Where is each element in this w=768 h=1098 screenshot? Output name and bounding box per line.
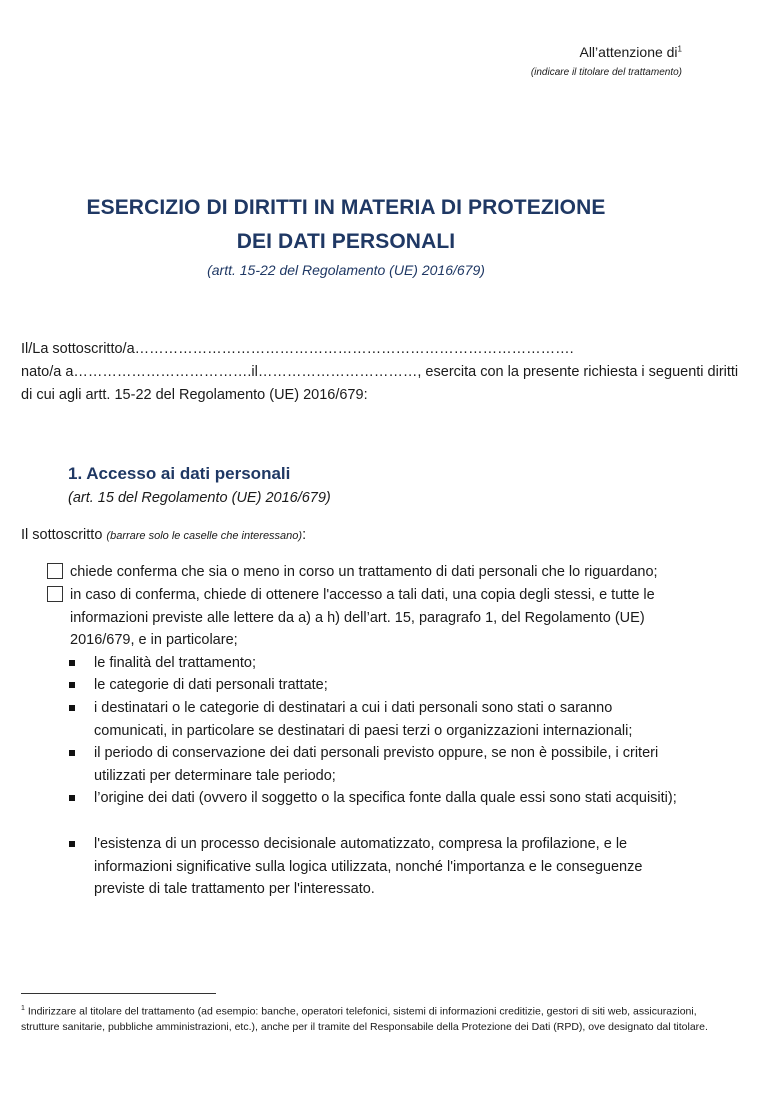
bullet-square-icon <box>69 660 75 666</box>
bullet-square-icon <box>69 682 75 688</box>
checkbox-confirm[interactable] <box>47 563 63 579</box>
check-text-confirm: chiede conferma che sia o meno in corso un trattamento di dati personali che lo riguardano; <box>70 564 658 580</box>
section-subheading: (art. 15 del Regolamento (UE) 2016/679) <box>68 490 331 506</box>
check-text-access: in caso di conferma, chiede di ottenere l'accesso a tali dati, una copia degli stessi, e tutte le informazioni previste alle lettere da a) a h) dell’art. 15, paragrafo 1, del Regolamento (UE) 2016/679, e in particolare; <box>70 587 655 648</box>
attention-line <box>579 44 682 60</box>
document-subtitle: (artt. 15-22 del Regolamento (UE) 2016/679) <box>207 262 485 278</box>
intro-line-3: di cui agli artt. 15-22 del Regolamento (UE) 2016/679: <box>21 387 368 403</box>
footnote-divider <box>21 993 216 994</box>
lead-note: (barrare solo le caselle che interessano) <box>106 530 303 542</box>
footnote-number: 1 <box>21 1005 25 1012</box>
footnote-ref: 1 <box>677 44 682 54</box>
bullet-square-icon <box>69 841 75 847</box>
checkbox-access[interactable] <box>47 586 63 602</box>
list-item: i destinatari o le categorie di destinatari a cui i dati personali sono stati o saranno comunicati, in particolare se destinatari di paesi terzi o organizzazioni internazionali; <box>94 700 633 739</box>
bullet-square-icon <box>69 750 75 756</box>
lead-text: Il sottoscritto <box>21 527 107 543</box>
footnote <box>21 1001 711 1035</box>
lead-end: : <box>302 527 307 543</box>
bullet-square-icon <box>69 705 75 711</box>
attention-note: (indicare il titolare del trattamento) <box>530 67 682 78</box>
list-item: l'esistenza di un processo decisionale automatizzato, compresa la profilazione, e le informazioni significative sulla logica utilizzata, nonché l'importanza e le conseguenze previste di tale trattamento per l'interessato. <box>94 836 643 897</box>
section-heading: 1. Accesso ai dati personali <box>68 464 291 483</box>
document-title-line2: DEI DATI PERSONALI <box>236 230 456 253</box>
footnote-text: Indirizzare al titolare del trattamento (ad esempio: banche, operatori telefonici, sistemi di informazioni creditizie, gestori di siti web, assicurazioni, strutture sanitarie, pubbliche amministrazioni, etc.), anche per il tramite del Responsabile della Protezione dei Dati (RPD), ove designato dal titolare. <box>21 1005 708 1033</box>
intro-line-2: nato/a a……………………………….il……………………………, esercita con la presente richiesta i seguenti diritti <box>21 364 739 380</box>
list-item: le categorie di dati personali trattate; <box>94 677 328 693</box>
list-item: il periodo di conservazione dei dati personali previsto oppure, se non è possibile, i criteri utilizzati per determinare tale periodo; <box>94 745 659 784</box>
document-title-line1: ESERCIZIO DI DIRITTI IN MATERIA DI PROTEZIONE <box>86 196 606 219</box>
bullet-square-icon <box>69 795 75 801</box>
list-item: le finalità del trattamento; <box>94 655 257 671</box>
list-item: l’origine dei dati (ovvero il soggetto o la specifica fonte dalla quale essi sono stati acquisiti); <box>94 790 677 806</box>
intro-line-1: Il/La sottoscritto/a………………………………………………………………………………. <box>21 341 574 357</box>
lead-line <box>21 527 306 543</box>
attention-label: All’attenzione di <box>579 44 678 60</box>
